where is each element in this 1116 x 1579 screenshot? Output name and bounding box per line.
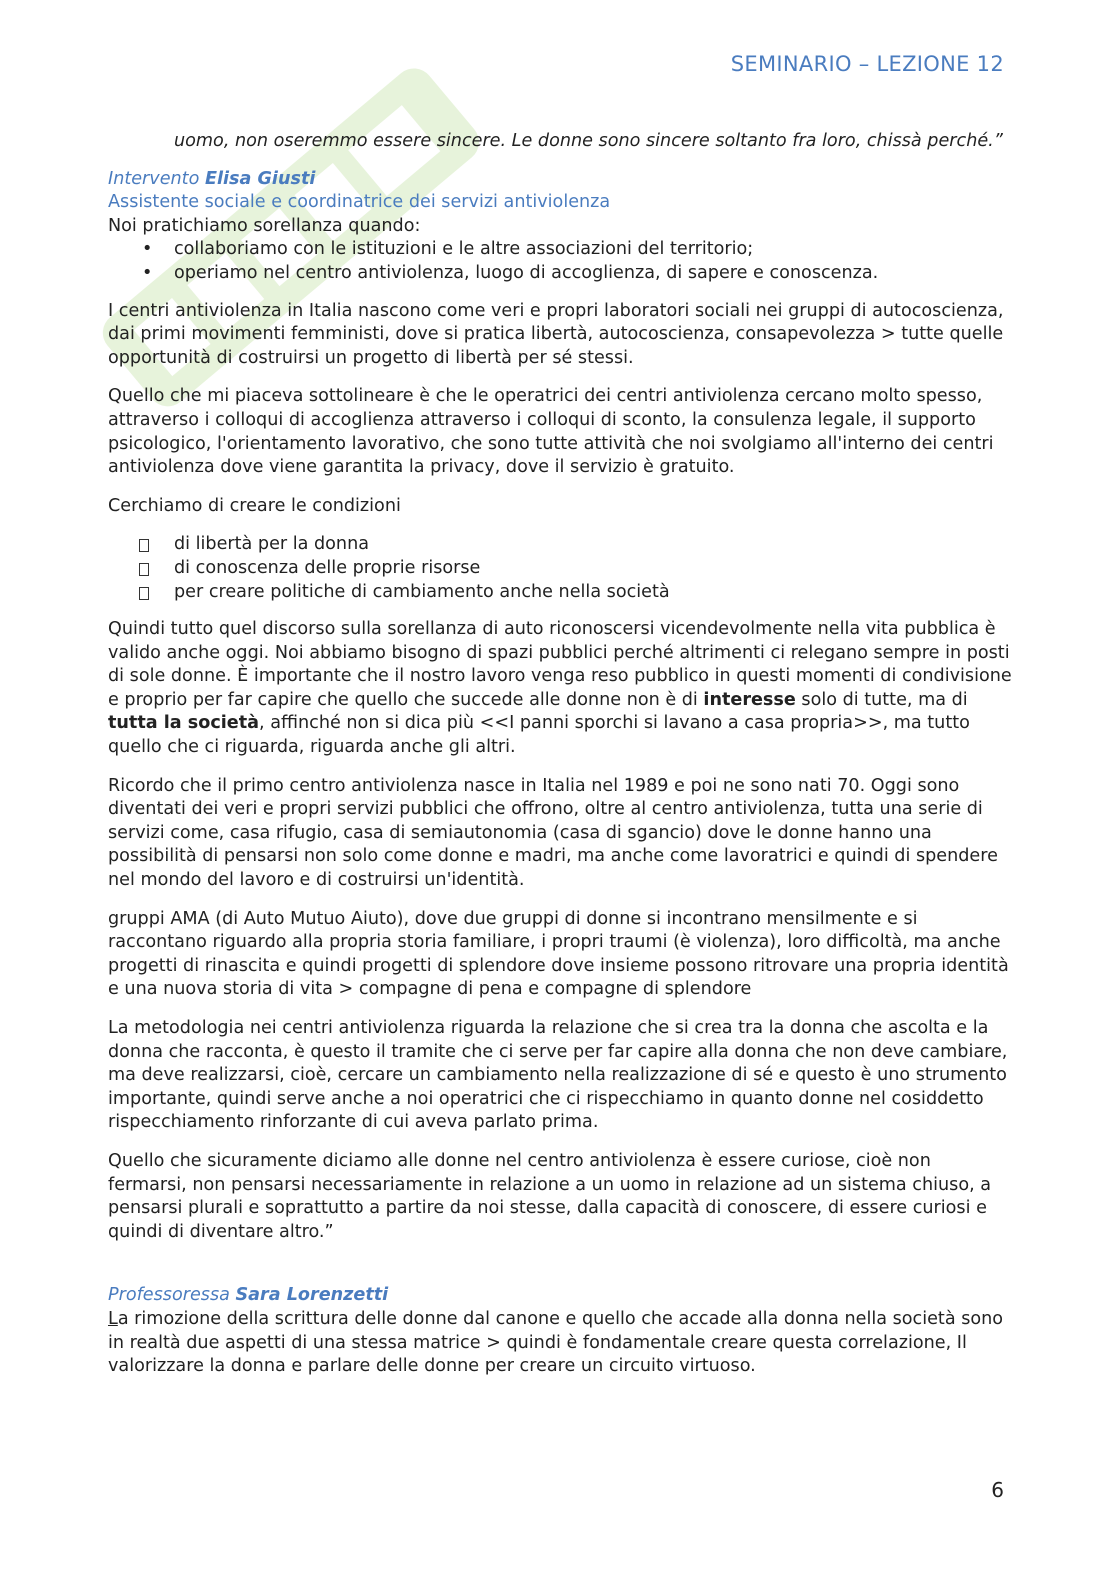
- box-icon: [139, 563, 149, 576]
- paragraph: Ricordo che il primo centro antiviolenza nasce in Italia nel 1989 e poi ne sono nati 70. Oggi sono diventati dei veri e propri servizi pubblici che offrono, oltre al centro antiviolenza, tutta una serie di servizi come, casa rifugio, casa di semiautonomia (casa di sgancio) dove le donne hanno una possibilità di pensarsi non solo come donne e madri, ma anche come lavoratrici e quindi di spendere nel mondo del lavoro e di costruirsi un'identità.: [108, 775, 998, 891]
- bold-text: interesse: [703, 689, 796, 710]
- speaker-prefix: Intervento: [108, 168, 205, 189]
- speaker-name: Elisa Giusti: [204, 168, 316, 189]
- paragraph: gruppi AMA (di Auto Mutuo Aiuto), dove due gruppi di donne si incontrano mensilmente e si raccontano riguardo alla propria storia familiare, i propri traumi (è violenza), loro difficoltà, ma anche progetti di rinascita e quindi progetti di splendore dove insieme possono ritrovare una propria identità e una nuova storia di vita > compagne di pena e compagne di splendore: [108, 908, 1009, 1000]
- bullet-list: [108, 238, 1013, 285]
- speaker-role: Assistente sociale e coordinatrice dei servizi antiviolenza: [108, 192, 611, 213]
- bullet-item: • operiamo nel centro antiviolenza, luogo di accoglienza, di sapere e conoscenza.: [108, 262, 1013, 286]
- speaker-prefix: Professoressa: [108, 1285, 236, 1306]
- running-header: SEMINARIO – LEZIONE 12: [730, 52, 1004, 76]
- bold-text: tutta la società: [108, 713, 260, 734]
- paragraph: [108, 1308, 1013, 1379]
- list-item-text: di libertà per la donna: [174, 534, 370, 555]
- conditions-list: [108, 533, 1013, 604]
- text-run: Quindi tutto quel discorso sulla sorellanza di auto riconoscersi vicendevolmente nella vita pubblica è valido anche oggi. Noi abbiamo bisogno di spazi pubblici perché altrimenti ci relegano sempre in posti di sole donne. È importante che il nostro lavoro venga reso pubblico in questi momenti di condivisione e proprio per far capire che quello che succede alle donne non è di: [108, 619, 1012, 710]
- text-run: solo di tutte, ma di: [795, 689, 968, 710]
- list-item: [108, 581, 1013, 605]
- paragraph: I centri antiviolenza in Italia nascono come veri e propri laboratori sociali nei gruppi di autocoscienza, dai primi movimenti femministi, dove si pratica libertà, autocoscienza, consapevolezza > tutte quelle opportunità di costruirsi un progetto di libertà per sé stessi.: [108, 300, 1004, 368]
- speaker-name: Sara Lorenzetti: [235, 1285, 389, 1306]
- box-icon: [139, 539, 149, 552]
- document-body: [108, 130, 1013, 1379]
- speaker-heading-2: [108, 1284, 1013, 1308]
- paragraph: Quello che sicuramente diciamo alle donne nel centro antiviolenza è essere curiose, cioè non fermarsi, non pensarsi necessariamente in relazione a un uomo in relazione ad un sistema chiuso, a pensarsi plurali e soprattutto a partire da noi stesse, dalla capacità di conoscere, di essere curiosi e quindi di diventare altro.”: [108, 1150, 992, 1242]
- speaker-heading-1: [108, 168, 1013, 192]
- first-letter: L: [108, 1308, 118, 1329]
- paragraph: [108, 618, 1013, 760]
- bullet-item: • collaboriamo con le istituzioni e le altre associazioni del territorio;: [108, 238, 1013, 262]
- quote-continuation: uomo, non oseremmo essere sincere. Le donne sono sincere soltanto fra loro, chissà perché.”: [174, 131, 1003, 151]
- paragraph: Cerchiamo di creare le condizioni: [108, 495, 401, 516]
- list-item-text: per creare politiche di cambiamento anche nella società: [174, 581, 670, 602]
- paragraph: Quello che mi piaceva sottolineare è che le operatrici dei centri antiviolenza cercano molto spesso, attraverso i colloqui di accoglienza attraverso i colloqui di sconto, la consulenza legale, il supporto psicologico, l'orientamento lavorativo, che sono tutte attività che noi svolgiamo all'interno dei centri antiviolenza dove viene garantita la privacy, dove il servizio è gratuito.: [108, 386, 994, 478]
- text-run: a rimozione della scrittura delle donne dal canone e quello che accade alla donna nella società sono in realtà due aspetti di una stessa matrice > quindi è fondamentale creare questa correlazione, Il valorizzare la donna e parlare delle donne per creare un circuito virtuoso.: [108, 1308, 1004, 1377]
- page-number: 6: [991, 1478, 1004, 1502]
- paragraph: La metodologia nei centri antiviolenza riguarda la relazione che si crea tra la donna che ascolta e la donna che racconta, è questo il tramite che ci serve per far capire alla donna che non deve cambiare, ma deve realizzarsi, cioè, cercare un cambiamento nella realizzazione di sé e questo è uno strumento importante, quindi serve anche a noi operatrici che ci rispecchiamo in quanto donne nel cosiddetto rispecchiamento rinforzante di cui aveva parlato prima.: [108, 1018, 1008, 1133]
- list-item-text: di conoscenza delle proprie risorse: [174, 557, 481, 578]
- list-item: [108, 533, 1013, 557]
- list-item: [108, 557, 1013, 581]
- text-run: , affinché non si dica più <<I panni sporchi si lavano a casa propria>>, ma tutto quello che ci riguarda, riguarda anche gli altri.: [108, 713, 970, 758]
- intro-line: Noi pratichiamo sorellanza quando:: [108, 215, 421, 236]
- box-icon: [139, 587, 149, 600]
